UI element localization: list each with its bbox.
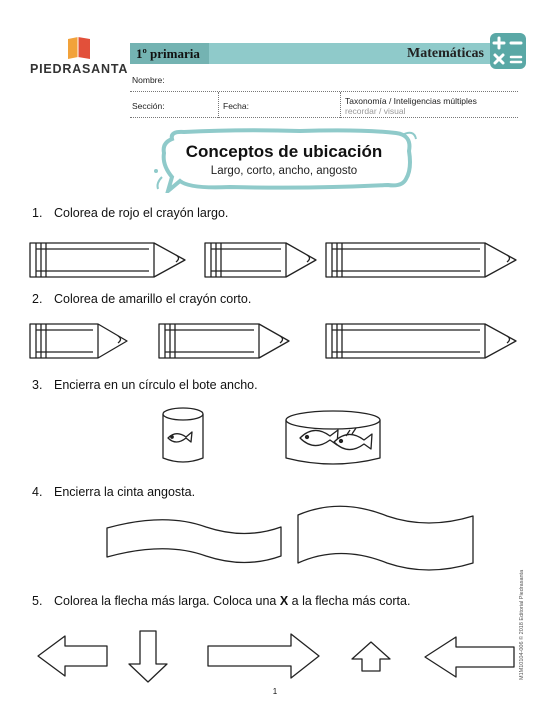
page-number: 1 xyxy=(272,687,278,696)
arrow-up-short[interactable] xyxy=(352,642,390,671)
question-text-bold: X xyxy=(279,594,289,608)
question-text: Colorea de amarillo el crayón corto. xyxy=(54,292,252,306)
name-label: Nombre: xyxy=(132,75,165,85)
publisher-name: PIEDRASANTA xyxy=(30,62,129,76)
crayon-medium[interactable] xyxy=(159,324,289,358)
crayon-short[interactable] xyxy=(30,243,185,277)
arrow-left-long[interactable] xyxy=(425,637,514,677)
question-text: Encierra en un círculo el bote ancho. xyxy=(54,378,258,392)
question-text: Colorea la flecha más larga. Coloca una xyxy=(54,594,280,608)
arrow-down[interactable] xyxy=(129,631,167,682)
subject-label: Matemáticas xyxy=(407,46,484,61)
question-text: a la flecha más corta. xyxy=(288,594,411,608)
date-label: Fecha: xyxy=(223,101,249,111)
section-label[interactable]: Sección: xyxy=(132,101,165,111)
crayon-long[interactable] xyxy=(326,243,516,277)
copyright-credit: M1M10104-006 © 2018 Editorial Piedrasanta xyxy=(519,569,525,680)
crayon-long[interactable] xyxy=(326,324,516,358)
question-number: 2. xyxy=(32,292,43,306)
question-number: 1. xyxy=(32,206,43,220)
wide-jar[interactable] xyxy=(286,411,380,464)
taxonomy-value: recordar / visual xyxy=(345,106,406,116)
question-text: Encierra la cinta angosta. xyxy=(54,485,196,499)
wide-ribbon[interactable] xyxy=(298,506,473,570)
page-title: Conceptos de ubicación xyxy=(185,142,383,161)
taxonomy-label: Taxonomía / Inteligencias múltiples xyxy=(345,96,477,106)
question-text: Colorea de rojo el crayón largo. xyxy=(54,206,229,220)
page-subtitle: Largo, corto, ancho, angosto xyxy=(210,165,358,177)
grade-label: 1º primaria xyxy=(130,43,209,64)
crayon-short[interactable] xyxy=(205,243,316,277)
crayon-short[interactable] xyxy=(30,324,127,358)
narrow-jar[interactable] xyxy=(163,408,203,462)
question-number: 4. xyxy=(32,485,43,499)
question-number: 5. xyxy=(32,594,43,608)
arrow-right-long[interactable] xyxy=(208,634,319,678)
arrow-left-medium[interactable] xyxy=(38,636,107,676)
question-number: 3. xyxy=(32,378,43,392)
narrow-ribbon[interactable] xyxy=(107,520,281,563)
